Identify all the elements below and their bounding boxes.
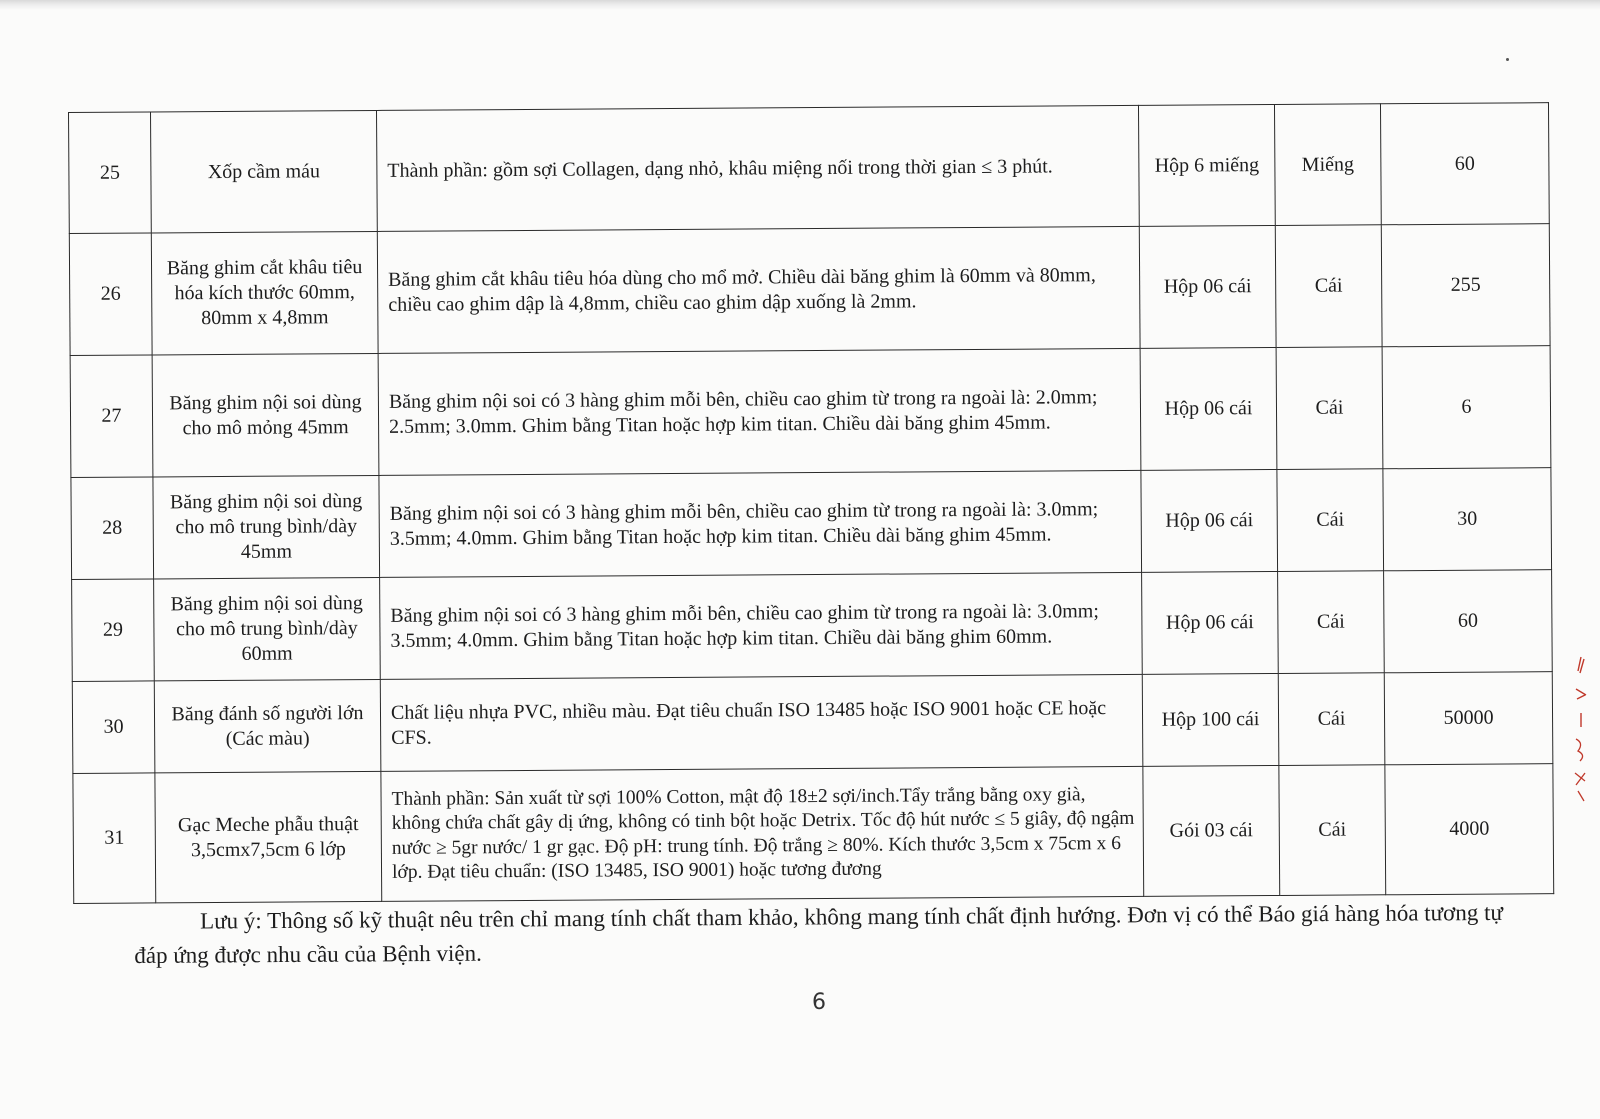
item-unit: Cái [1275, 225, 1382, 348]
disclaimer-note: Lưu ý: Thông số kỹ thuật nêu trên chỉ mang tính chất tham khảo, không mang tính chất định hướng. Đơn vị có thể Báo giá hàng hóa tương tự đáp ứng được nhu cầu của Bệnh viện. [134, 899, 1503, 968]
item-name: Băng ghim nội soi dùng cho mô trung bình/dày 45mm [153, 475, 380, 578]
item-quantity: 6 [1382, 346, 1551, 469]
item-packaging: Hộp 6 miếng [1138, 104, 1275, 226]
product-spec-table [68, 102, 1554, 904]
item-quantity: 50000 [1384, 672, 1553, 765]
item-quantity: 255 [1381, 224, 1550, 347]
table-row [73, 764, 1554, 904]
item-name: Băng đánh số người lớn (Các màu) [154, 679, 381, 772]
item-quantity: 60 [1384, 570, 1553, 673]
item-packaging: Hộp 06 cái [1139, 225, 1276, 348]
item-unit: Cái [1276, 347, 1383, 470]
table-row [70, 346, 1551, 478]
item-packaging: Gói 03 cái [1143, 765, 1280, 896]
item-packaging: Hộp 06 cái [1142, 571, 1279, 674]
item-quantity: 60 [1380, 103, 1549, 225]
item-unit: Cái [1278, 673, 1385, 766]
item-packaging: Hộp 06 cái [1140, 347, 1277, 470]
item-spec: Thành phần: gồm sợi Collagen, dạng nhỏ, khâu miệng nối trong thời gian ≤ 3 phút. [376, 105, 1139, 231]
item-quantity: 4000 [1385, 764, 1554, 895]
item-name: Gạc Meche phẫu thuật 3,5cmx7,5cm 6 lớp [155, 771, 382, 902]
item-quantity: 30 [1383, 468, 1552, 571]
row-number: 29 [72, 579, 155, 682]
item-name: Xốp cầm máu [151, 110, 378, 232]
item-name: Băng ghim cắt khâu tiêu hóa kích thước 60mm, 80mm x 4,8mm [151, 231, 378, 354]
item-name: Băng ghim nội soi dùng cho mô trung bình/dày 60mm [154, 577, 381, 680]
table-row [72, 672, 1553, 774]
handwritten-margin-mark [1572, 655, 1590, 805]
scan-edge [0, 0, 1600, 10]
table-row [71, 468, 1552, 580]
row-number: 25 [69, 112, 152, 234]
table-row [72, 570, 1553, 682]
item-spec: Chất liệu nhựa PVC, nhiều màu. Đạt tiêu chuẩn ISO 13485 hoặc ISO 9001 hoặc CE hoặc CFS. [380, 674, 1143, 771]
scan-speck [1506, 58, 1509, 61]
item-spec: Băng ghim nội soi có 3 hàng ghim mỗi bên, chiều cao ghim từ trong ra ngoài là: 2.0mm; 2.5mm; 3.0mm. Ghim bằng Titan hoặc hợp kim titan. Chiều dài băng ghim 45mm. [378, 348, 1141, 475]
table-row [69, 103, 1550, 234]
item-unit: Miếng [1274, 104, 1381, 226]
item-spec: Băng ghim cắt khâu tiêu hóa dùng cho mổ mở. Chiều dài băng ghim là 60mm và 80mm, chiều cao ghim dập là 4,8mm, chiều cao ghim dập xuống là 2mm. [377, 226, 1140, 353]
item-unit: Cái [1279, 765, 1386, 896]
table-row [69, 224, 1550, 356]
row-number: 26 [69, 233, 152, 356]
row-number: 31 [73, 773, 156, 904]
item-unit: Cái [1277, 469, 1384, 572]
item-unit: Cái [1278, 571, 1385, 674]
item-packaging: Hộp 100 cái [1142, 673, 1279, 766]
item-packaging: Hộp 06 cái [1141, 469, 1278, 572]
item-name: Băng ghim nội soi dùng cho mô mỏng 45mm [152, 353, 379, 476]
item-spec: Băng ghim nội soi có 3 hàng ghim mỗi bên, chiều cao ghim từ trong ra ngoài là: 3.0mm; 3.5mm; 4.0mm. Ghim bằng Titan hoặc hợp kim titan. Chiều dài băng ghim 60mm. [380, 572, 1143, 679]
row-number: 28 [71, 477, 154, 580]
page-number: 6 [812, 990, 826, 1015]
item-spec: Thành phần: Sản xuất từ sợi 100% Cotton, mật độ 18±2 sợi/inch.Tẩy trắng bằng oxy già, không chứa chất gây dị ứng, không có tinh bột hoặc Detrix. Tốc độ hút nước ≤ 5 giây, độ ngậm nước ≥ 5gr nước/ 1 gr gạc. Độ pH: trung tính. Độ trắng ≥ 80%. Kích thước 3,5cm x 75cm x 6 lớp. Đạt tiêu chuẩn: (ISO 13485, ISO 9001) hoặc tương đương [381, 766, 1144, 901]
row-number: 27 [70, 355, 153, 478]
row-number: 30 [72, 681, 155, 774]
item-spec: Băng ghim nội soi có 3 hàng ghim mỗi bên, chiều cao ghim từ trong ra ngoài là: 3.0mm; 3.5mm; 4.0mm. Ghim bằng Titan hoặc hợp kim titan. Chiều dài băng ghim 45mm. [379, 470, 1142, 577]
